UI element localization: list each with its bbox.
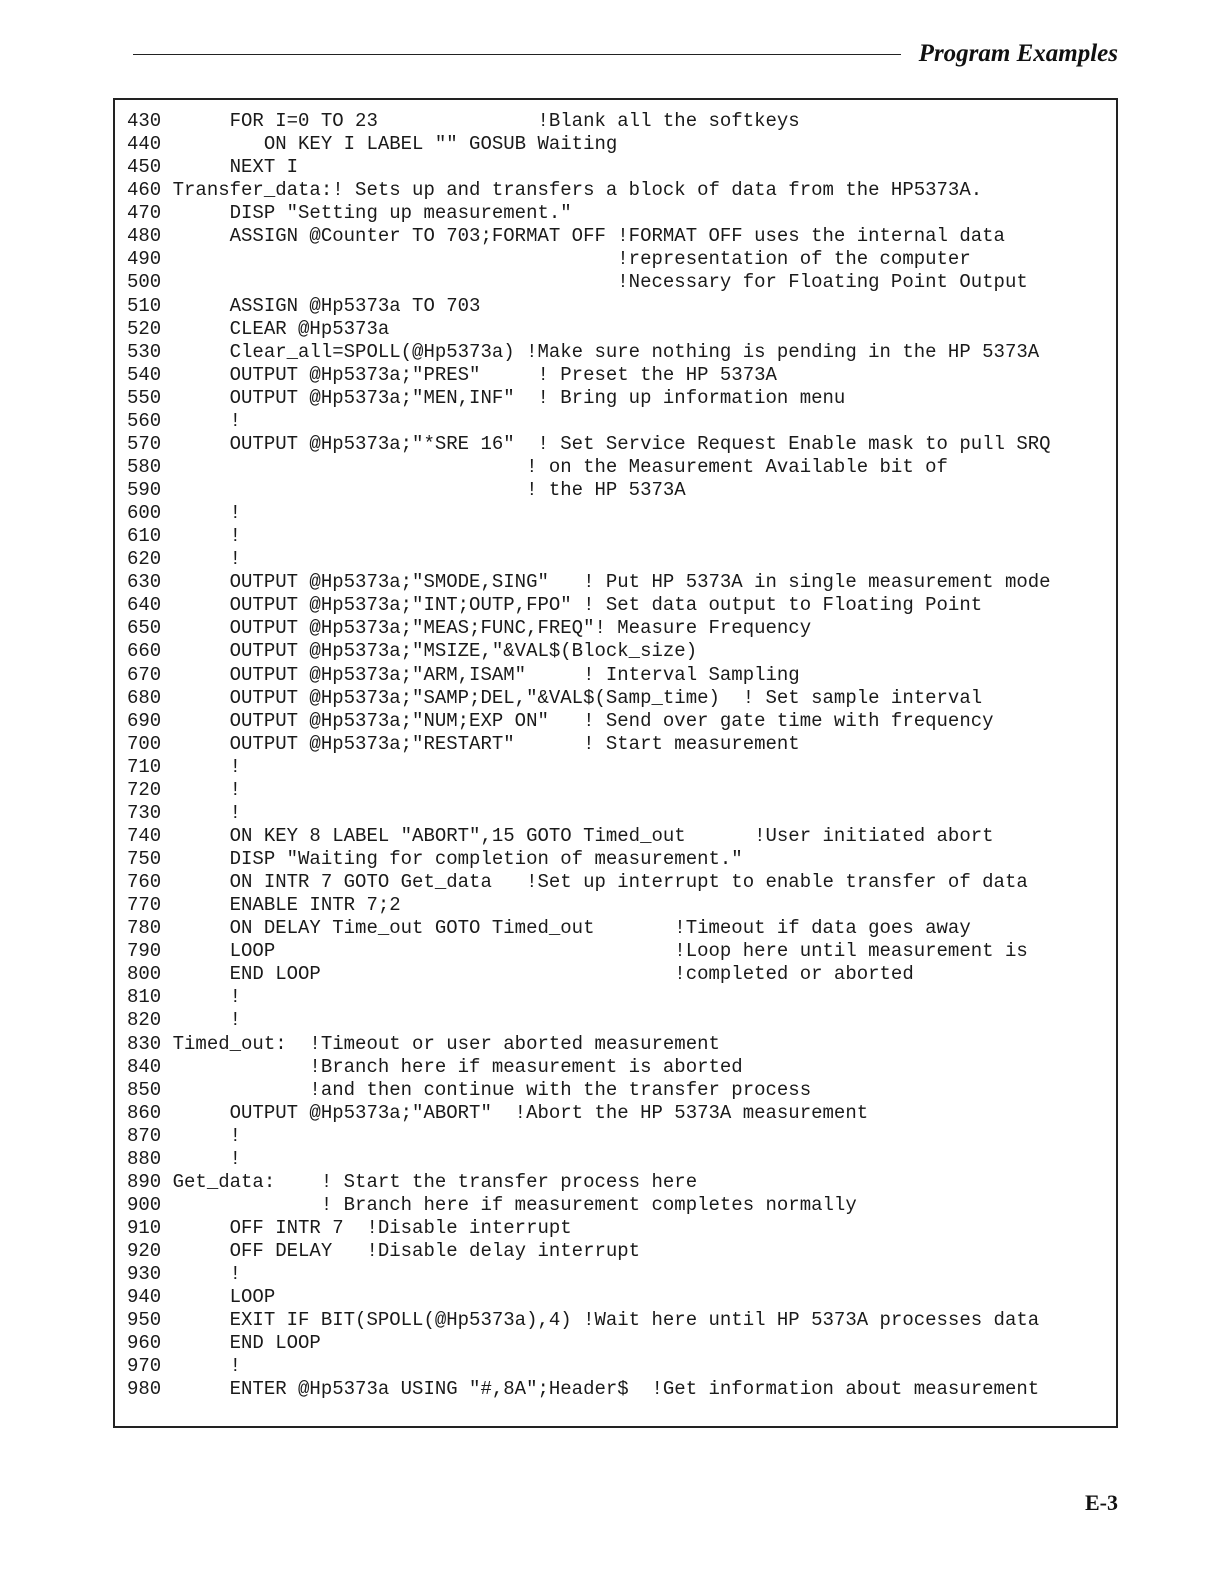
code-line: 550 OUTPUT @Hp5373a;"MEN,INF" ! Bring up information menu xyxy=(127,386,846,409)
code-line: 880 ! xyxy=(127,1147,242,1170)
code-line: 980 ENTER @Hp5373a USING "#,8A";Header$ !Get information about measurement xyxy=(127,1378,1040,1401)
code-line: 540 OUTPUT @Hp5373a;"PRES" ! Preset the HP 5373A xyxy=(127,363,777,386)
code-line: 670 OUTPUT @Hp5373a;"ARM,ISAM" ! Interval Sampling xyxy=(127,663,800,686)
code-line: 530 Clear_all=SPOLL(@Hp5373a) !Make sure nothing is pending in the HP 5373A xyxy=(127,340,1040,363)
code-line: 620 ! xyxy=(127,548,242,571)
header-rule xyxy=(133,54,901,55)
code-line: 890 Get_data: ! Start the transfer process here xyxy=(127,1170,698,1193)
code-line: 720 ! xyxy=(127,778,242,801)
code-line: 780 ON DELAY Time_out GOTO Timed_out !Timeout if data goes away xyxy=(127,917,971,940)
code-line: 760 ON INTR 7 GOTO Get_data !Set up interrupt to enable transfer of data xyxy=(127,871,1028,894)
code-line: 570 OUTPUT @Hp5373a;"*SRE 16" ! Set Service Request Enable mask to pull SRQ xyxy=(127,432,1051,455)
code-line: 850 !and then continue with the transfer process xyxy=(127,1078,812,1101)
code-line: 770 ENABLE INTR 7;2 xyxy=(127,894,401,917)
code-line: 450 NEXT I xyxy=(127,156,299,179)
code-line: 650 OUTPUT @Hp5373a;"MEAS;FUNC,FREQ"! Measure Frequency xyxy=(127,617,812,640)
code-line: 800 END LOOP !completed or aborted xyxy=(127,963,914,986)
code-line: 440 ON KEY I LABEL "" GOSUB Waiting xyxy=(127,133,618,156)
code-line: 500 !Necessary for Floating Point Output xyxy=(127,271,1028,294)
code-line: 940 LOOP xyxy=(127,1286,276,1309)
code-line: 870 ! xyxy=(127,1124,242,1147)
code-line: 490 !representation of the computer xyxy=(127,248,971,271)
code-line: 660 OUTPUT @Hp5373a;"MSIZE,"&VAL$(Block_size) xyxy=(127,640,698,663)
code-line: 710 ! xyxy=(127,755,242,778)
code-line: 860 OUTPUT @Hp5373a;"ABORT" !Abort the HP 5373A measurement xyxy=(127,1101,869,1124)
code-line: 840 !Branch here if measurement is aborted xyxy=(127,1055,743,1078)
code-line: 520 CLEAR @Hp5373a xyxy=(127,317,390,340)
code-line: 470 DISP "Setting up measurement." xyxy=(127,202,572,225)
code-line: 600 ! xyxy=(127,502,242,525)
code-line: 830 Timed_out: !Timeout or user aborted measurement xyxy=(127,1032,720,1055)
code-line: 820 ! xyxy=(127,1009,242,1032)
code-line: 510 ASSIGN @Hp5373a TO 703 xyxy=(127,294,481,317)
code-line: 680 OUTPUT @Hp5373a;"SAMP;DEL,"&VAL$(Samp_time) ! Set sample interval xyxy=(127,686,983,709)
code-line: 910 OFF INTR 7 !Disable interrupt xyxy=(127,1217,572,1239)
running-header-title: Program Examples xyxy=(918,40,1118,67)
code-line: 900 ! Branch here if measurement completes normally xyxy=(127,1193,857,1216)
code-line: 970 ! xyxy=(127,1355,242,1378)
code-line: 950 EXIT IF BIT(SPOLL(@Hp5373a),4) !Wait here until HP 5373A processes data xyxy=(127,1309,1040,1332)
code-line: 730 ! xyxy=(127,801,242,824)
code-line: 750 DISP "Waiting for completion of measurement." xyxy=(127,848,743,870)
code-line: 810 ! xyxy=(127,986,242,1009)
code-line: 740 ON KEY 8 LABEL "ABORT",15 GOTO Timed_out !User initiated abort xyxy=(127,824,994,847)
code-line: 560 ! xyxy=(127,409,242,432)
program-listing xyxy=(127,110,1051,1402)
code-line: 930 ! xyxy=(127,1263,242,1286)
code-line: 690 OUTPUT @Hp5373a;"NUM;EXP ON" ! Send over gate time with frequency xyxy=(127,709,994,732)
code-line: 580 ! on the Measurement Available bit of xyxy=(127,455,948,478)
code-line: 630 OUTPUT @Hp5373a;"SMODE,SING" ! Put HP 5373A in single measurement mode xyxy=(127,571,1051,594)
code-line: 460 Transfer_data:! Sets up and transfers a block of data from the HP5373A. xyxy=(127,179,983,202)
code-line: 430 FOR I=0 TO 23 !Blank all the softkeys xyxy=(127,110,800,132)
code-line: 920 OFF DELAY !Disable delay interrupt xyxy=(127,1240,641,1263)
code-line: 610 ! xyxy=(127,525,242,548)
page-number: E-3 xyxy=(1085,1490,1118,1515)
code-line: 480 ASSIGN @Counter TO 703;FORMAT OFF !FORMAT OFF uses the internal data xyxy=(127,225,1005,248)
code-line: 640 OUTPUT @Hp5373a;"INT;OUTP,FPO" ! Set data output to Floating Point xyxy=(127,594,983,617)
code-line: 700 OUTPUT @Hp5373a;"RESTART" ! Start measurement xyxy=(127,732,800,755)
code-line: 590 ! the HP 5373A xyxy=(127,479,686,501)
code-line: 790 LOOP !Loop here until measurement is xyxy=(127,940,1028,963)
code-line: 960 END LOOP xyxy=(127,1332,321,1355)
program-listing-box xyxy=(113,98,1118,1428)
